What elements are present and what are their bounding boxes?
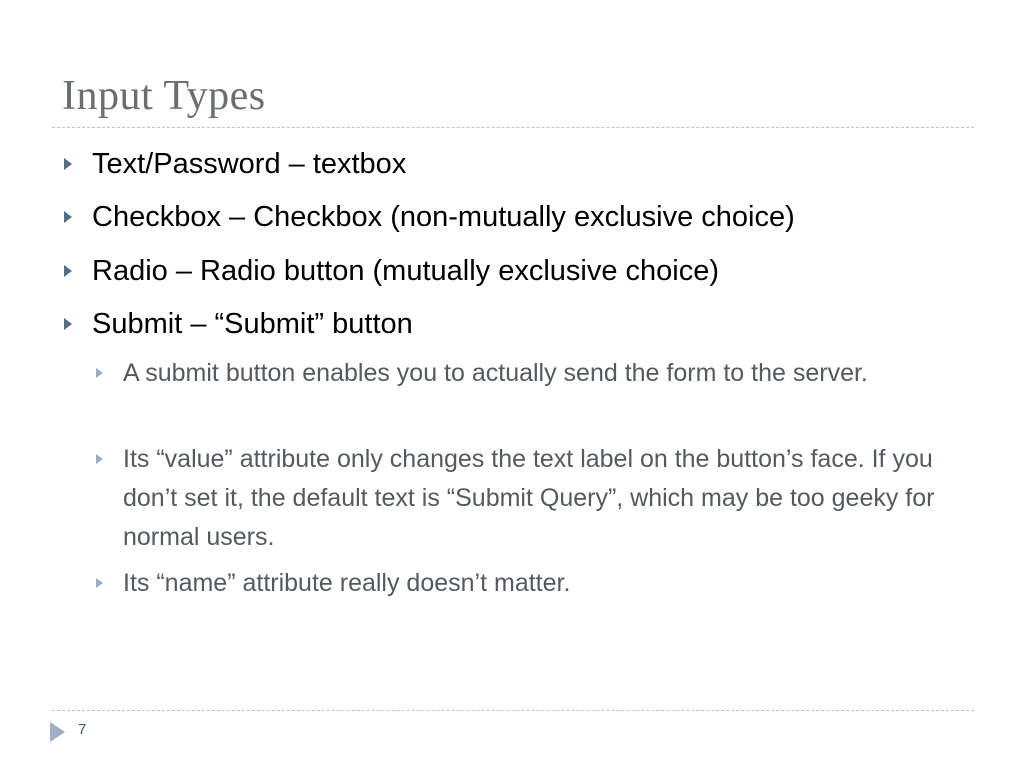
triangle-bullet-icon (64, 265, 72, 277)
sub-bullet-text: Its “value” attribute only changes the text label on the button’s face. If you don’t set it, the default text is “Submit Query”, which may be too geeky for normal users. (123, 445, 935, 551)
footer-arrow-icon (50, 722, 65, 742)
bullet-text: Submit – “Submit” button (92, 308, 413, 340)
bullet-text: Text/Password – textbox (92, 148, 407, 180)
sub-bullet-text: A submit button enables you to actually send the form to the server. (123, 359, 868, 387)
sub-bullet-item (123, 564, 973, 603)
bullet-item (92, 199, 972, 235)
sub-bullet-text: Its “name” attribute really doesn’t matter. (123, 569, 571, 597)
sub-bullet-item (123, 354, 973, 393)
triangle-sub-bullet-icon (96, 454, 103, 464)
triangle-sub-bullet-icon (96, 368, 103, 378)
triangle-bullet-icon (64, 211, 72, 223)
bullet-item (92, 146, 972, 182)
footer-divider (52, 710, 974, 711)
triangle-bullet-icon (64, 158, 72, 170)
bullet-item (92, 253, 972, 289)
bullet-text: Checkbox – Checkbox (non-mutually exclusive choice) (92, 201, 795, 233)
triangle-bullet-icon (64, 318, 72, 330)
sub-bullet-item (123, 440, 973, 557)
bullet-text: Radio – Radio button (mutually exclusive choice) (92, 255, 720, 287)
slide-title: Input Types (62, 73, 266, 119)
page-number: 7 (78, 721, 87, 738)
title-divider (52, 127, 974, 128)
triangle-sub-bullet-icon (96, 578, 103, 588)
bullet-item (92, 306, 972, 342)
